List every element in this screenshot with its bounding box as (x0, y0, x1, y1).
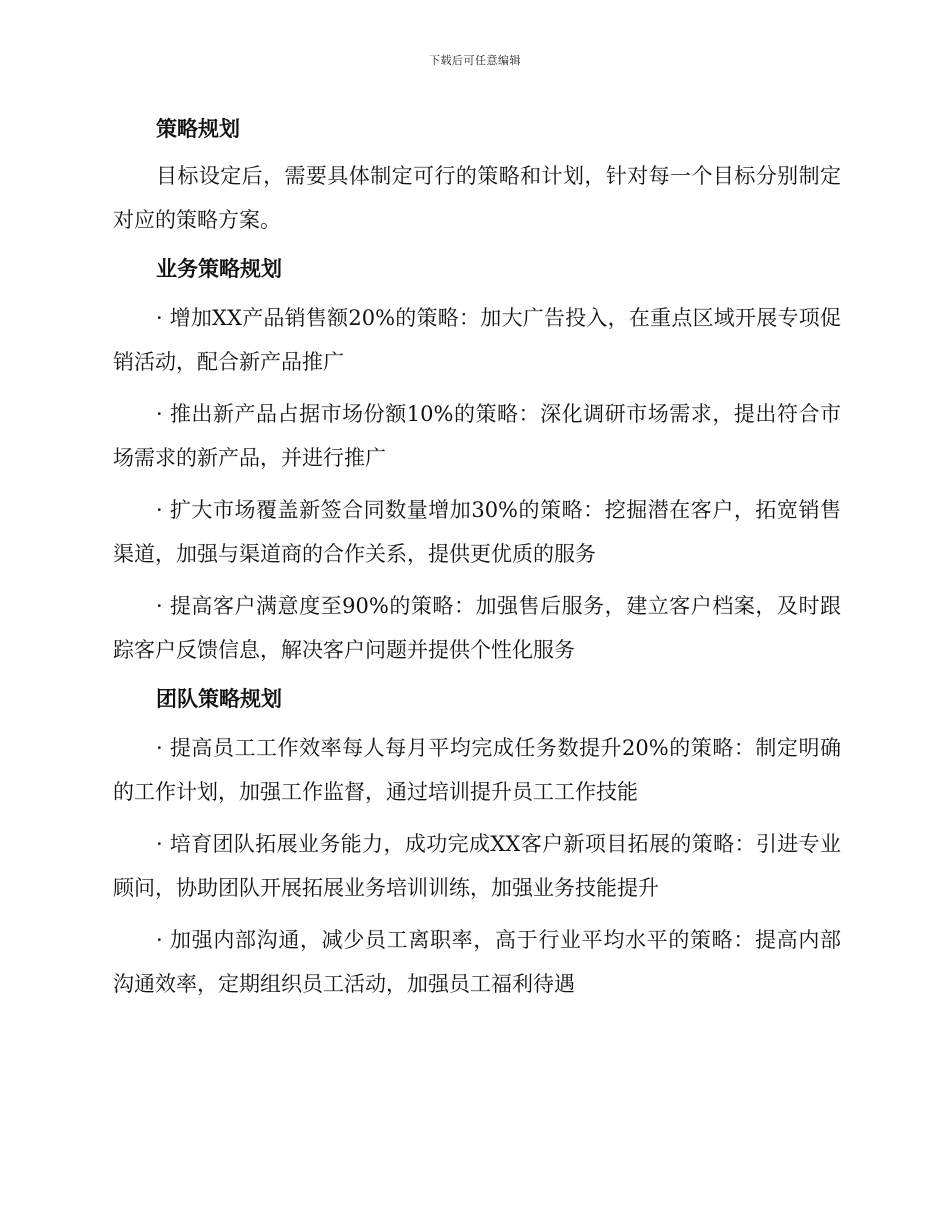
business-strategy-item: · 扩大市场覆盖新签合同数量增加30%的策略：挖掘潜在客户，拓宽销售渠道，加强与渠道商的合作关系，提供更优质的服务 (113, 498, 841, 566)
strategy-intro-paragraph: 目标设定后，需要具体制定可行的策略和计划，针对每一个目标分别制定对应的策略方案。 (113, 164, 841, 232)
business-strategy-item: · 提高客户满意度至90%的策略：加强售后服务，建立客户档案，及时跟踪客户反馈信息，解决客户问题并提供个性化服务 (113, 594, 841, 662)
business-strategy-item: · 增加XX产品销售额20%的策略：加大广告投入，在重点区域开展专项促销活动，配合新产品推广 (113, 306, 841, 374)
business-strategy-item: · 推出新产品占据市场份额10%的策略：深化调研市场需求，提出符合市场需求的新产品，并进行推广 (113, 402, 841, 470)
page-header-note: 下载后可任意编辑 (429, 54, 521, 67)
team-strategy-item: · 培育团队拓展业务能力，成功完成XX客户新项目拓展的策略：引进专业顾问，协助团队开展拓展业务培训训练，加强业务技能提升 (113, 832, 841, 900)
team-strategy-item: · 加强内部沟通，减少员工离职率，高于行业平均水平的策略：提高内部沟通效率，定期组织员工活动，加强员工福利待遇 (113, 928, 841, 996)
section-title-strategy: 策略规划 (156, 116, 240, 141)
document-body (113, 110, 841, 1014)
section-title-business: 业务策略规划 (156, 256, 282, 281)
team-strategy-item: · 提高员工工作效率每人每月平均完成任务数提升20%的策略：制定明确的工作计划，加强工作监督，通过培训提升员工工作技能 (113, 736, 841, 804)
section-title-team: 团队策略规划 (156, 686, 282, 711)
